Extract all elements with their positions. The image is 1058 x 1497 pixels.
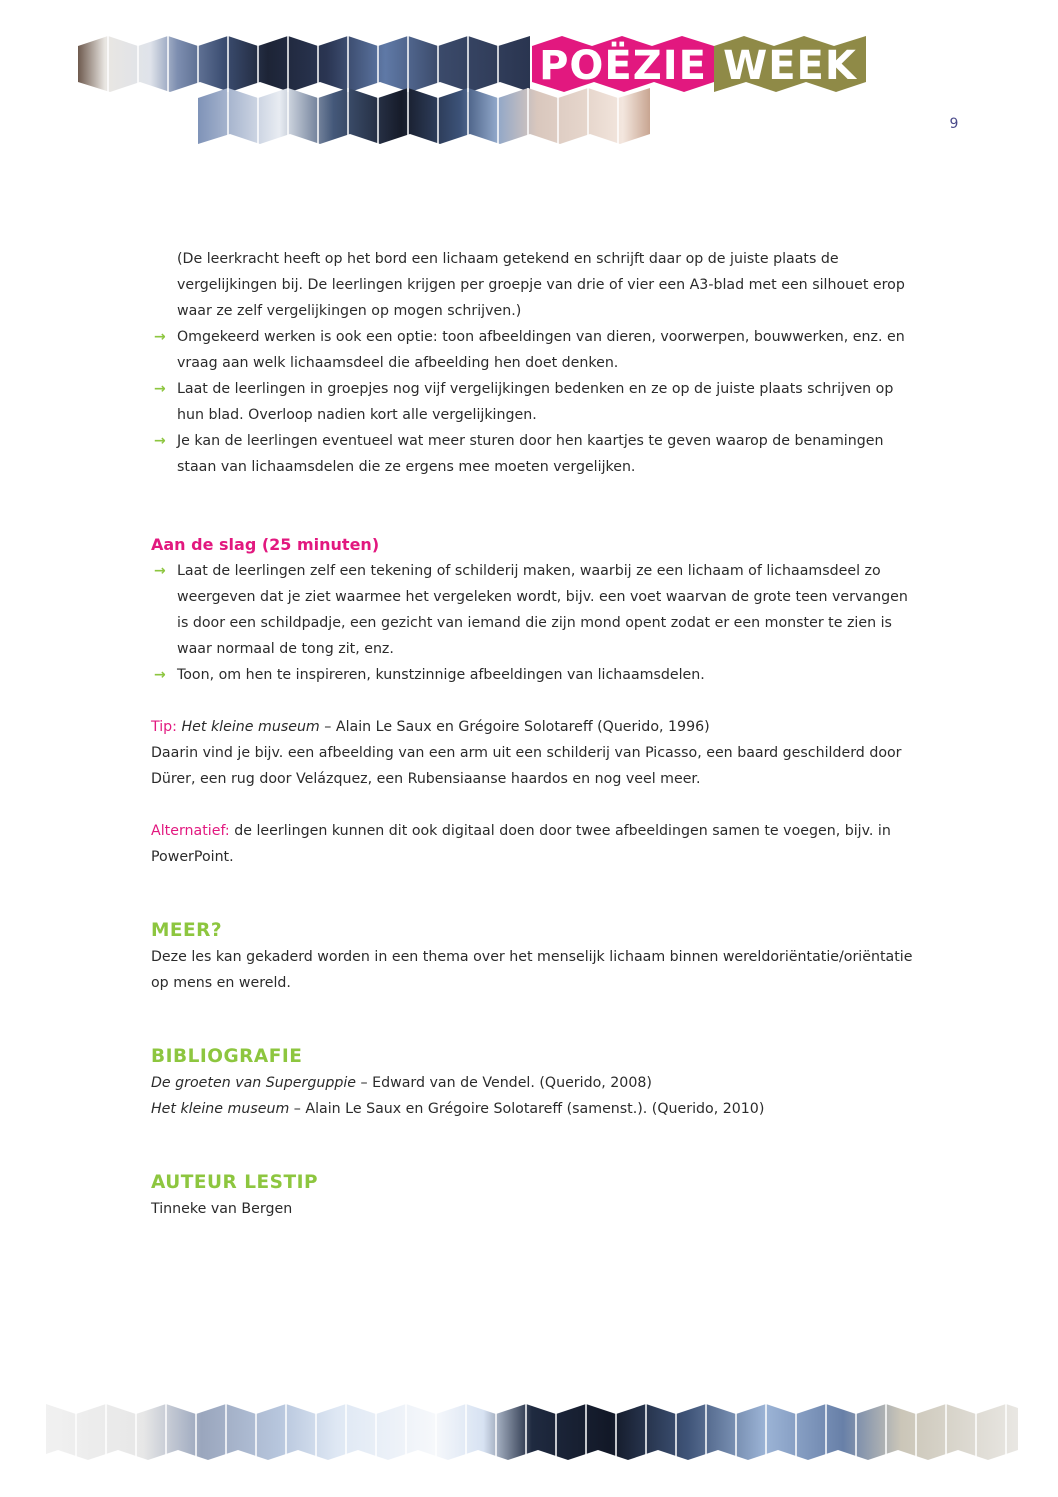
arrow-right-icon: →: [154, 667, 166, 683]
list-item: → Omgekeerd werken is ook een optie: toon afbeeldingen van dieren, voorwerpen, bouwwerken, enz. en vraag aan welk lichaamsdeel die afbeelding hen doet denken.: [151, 324, 921, 376]
bibliography-entry: De groeten van Superguppie – Edward van de Vendel. (Querido, 2008): [151, 1075, 652, 1091]
list-item: → Laat de leerlingen in groepjes nog vijf vergelijkingen bedenken en ze op de juiste plaats schrijven op hun blad. Overloop nadien kort alle vergelijkingen.: [151, 376, 921, 428]
section-heading-aan-de-slag: Aan de slag (25 minuten): [151, 535, 380, 554]
intro-paragraph: (De leerkracht heeft op het bord een lichaam getekend en schrijft daar op de juiste plaats de vergelijkingen bij. De leerlingen krijgen per groepje van drie of vier een A3-blad met een silhouet erop waar ze zelf vergelijkingen op mogen schrijven.): [177, 251, 905, 319]
meer-text: Deze les kan gekaderd worden in een thema over het menselijk lichaam binnen wereldoriëntatie/oriëntatie op mens en wereld.: [151, 949, 913, 991]
list-item: → Laat de leerlingen zelf een tekening of schilderij maken, waarbij ze een lichaam of lichaamsdeel zo weergeven dat je ziet waarmee het vergeleken wordt, bijv. een voet waarvan de grote teen vervangen is door een schildpadje, een gezicht van iemand die zijn mond opent zodat er een monster te zien is waar normaal de tong zit, enz.: [151, 558, 921, 662]
tip-book-title: Het kleine museum: [181, 719, 320, 735]
section-heading-auteur-lestip: AUTEUR LESTIP: [151, 1172, 319, 1193]
logo-text-pink: POËZIE: [539, 43, 707, 89]
section-heading-bibliografie: BIBLIOGRAFIE: [151, 1046, 303, 1067]
arrow-right-icon: →: [154, 329, 166, 345]
tip-description: Daarin vind je bijv. een afbeelding van een arm uit een schilderij van Picasso, een baard geschilderd door Dürer, een rug door Velázquez, een Rubensiaanse haardos en nog veel meer.: [151, 745, 902, 787]
arrow-right-icon: →: [154, 563, 166, 579]
page-number: 9: [949, 116, 959, 132]
tip-line: Tip: Het kleine museum – Alain Le Saux en Grégoire Solotareff (Querido, 1996): [151, 719, 710, 735]
alternatief-paragraph: Alternatief: de leerlingen kunnen dit ook digitaal doen door twee afbeeldingen samen te voegen, bijv. in PowerPoint.: [151, 823, 891, 865]
footer-banner: [0, 1400, 1058, 1470]
list-item: → Toon, om hen te inspireren, kunstzinnige afbeeldingen van lichaamsdelen.: [151, 662, 921, 688]
list-item: → Je kan de leerlingen eventueel wat meer sturen door hen kaartjes te geven waarop de benamingen staan van lichaamsdelen die ze ergens mee moeten vergelijken.: [151, 428, 921, 480]
logo-text-olive: WEEK: [723, 43, 857, 89]
bibliography-entry: Het kleine museum – Alain Le Saux en Grégoire Solotareff (samenst.). (Querido, 2010): [151, 1101, 765, 1117]
tip-label: Tip:: [151, 719, 177, 735]
section-heading-meer: MEER?: [151, 920, 223, 941]
arrow-right-icon: →: [154, 433, 166, 449]
arrow-right-icon: →: [154, 381, 166, 397]
author-name: Tinneke van Bergen: [151, 1201, 293, 1217]
header-banner: [0, 0, 1058, 160]
alternatief-label: Alternatief:: [151, 823, 230, 839]
lesson-content: [151, 246, 921, 1222]
